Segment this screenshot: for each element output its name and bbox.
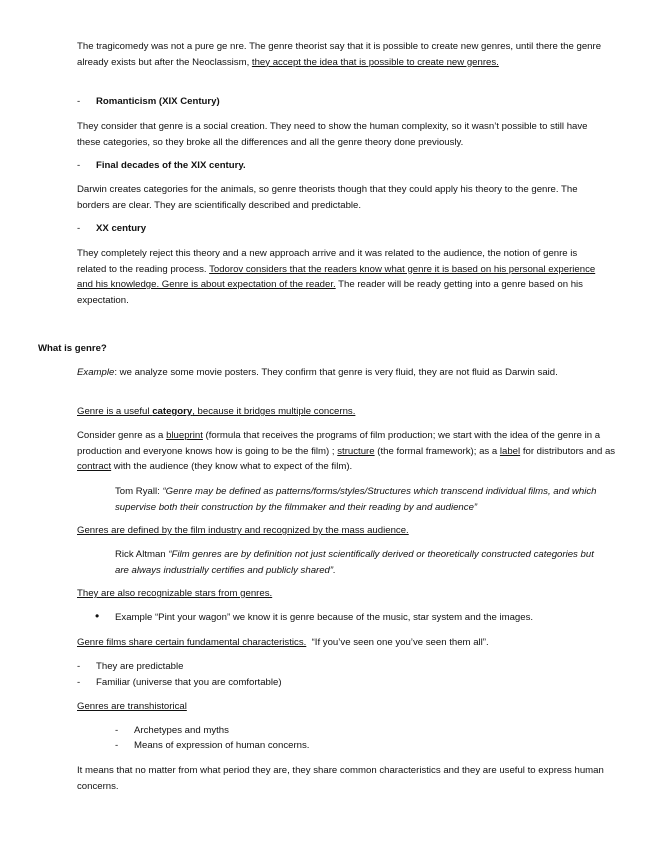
bullet-marker: • — [95, 609, 100, 623]
paragraph-text: (the formal framework); as a — [374, 445, 500, 457]
underlined-term: label — [499, 445, 521, 457]
paragraph-text: The tragicomedy was not a pure ge nre. The genre theorist say that it is possible to create new genres, until there the genre already exists but after the Neoclassism, — [77, 41, 602, 68]
underlined-text: Todorov considers that the readers know what genre it is based on his personal experience and his knowledge. Genre is about expectation of the reader. — [77, 263, 596, 290]
heading-final-decades — [77, 158, 597, 174]
quote-rick-altman — [115, 547, 605, 578]
bold-text: category — [152, 406, 193, 417]
dash-marker: - — [77, 96, 81, 107]
paragraph-defined-by-industry: Genres are defined by the film industry and recognized by the mass audience. — [77, 525, 409, 536]
heading-text: Final decades of the XIX century. — [96, 160, 246, 171]
list-item — [77, 659, 577, 675]
paragraph-example — [77, 365, 597, 381]
bullet-text: Example “Pint your wagon” we know it is genre because of the music, star system and the images. — [115, 612, 534, 623]
underlined-term: contract — [77, 461, 112, 472]
quote-text: “Film genres are by definition not just scientifically derived or theoretically constructed categories but are always industrially certifies and publicly shared”. — [115, 549, 594, 576]
paragraph-useful-category — [77, 404, 597, 420]
paragraph-fundamental-characteristics — [77, 635, 607, 651]
heading-xx-century — [77, 221, 597, 237]
underlined-text: Genre films share certain fundamental characteristics. — [77, 637, 307, 648]
list-item-text: Means of expression of human concerns. — [134, 740, 310, 751]
quote-tom-ryall — [115, 484, 615, 515]
dash-marker: - — [77, 677, 81, 688]
list-item-text: They are predictable — [96, 661, 184, 672]
bullet-item-paint-your-wagon — [95, 609, 615, 626]
underlined-text: they accept the idea that is possible to create new genres. — [251, 56, 499, 68]
paragraph-blueprint — [77, 428, 617, 475]
dash-marker: - — [77, 223, 81, 234]
paragraph-text: (formula that receives the programs of film production; we start with the idea of the genre in a production and everyone knows how is going to be the film) ; — [77, 430, 601, 457]
dash-marker: - — [115, 740, 119, 751]
paragraph-darwin: Darwin creates categories for the animals, so genre theorists though that they could apply his theory to the genre. The borders are clear. They are scientifically described and predictable. — [77, 184, 578, 211]
dash-marker: - — [77, 160, 81, 171]
paragraph-closing: It means that no matter from what period they are, they share common characteristics and they are useful to express human concerns. — [77, 765, 604, 792]
paragraph-text: Genre is a useful — [77, 406, 153, 417]
paragraph-text: : we analyze some movie posters. They confirm that genre is very fluid, they are not fluid as Darwin said. — [114, 367, 558, 378]
paragraph-social-creation: They consider that genre is a social creation. They need to show the human complexity, so it wasn’t possible to still have these categories, so they broke all the differences and all the genre theory done previously. — [77, 121, 588, 148]
paragraph-todorov — [77, 246, 609, 308]
example-label: Example — [77, 367, 115, 378]
list-item-text: Archetypes and myths — [134, 725, 229, 736]
list-item — [115, 723, 595, 739]
paragraph-text: The reader will be ready getting into a genre based on his expectation. — [77, 279, 583, 306]
list-item — [115, 738, 595, 754]
underlined-term: structure — [337, 445, 375, 457]
underlined-term: blueprint — [166, 430, 203, 441]
paragraph-transhistorical: Genres are transhistorical — [77, 701, 187, 712]
heading-text: Romanticism (XIX Century) — [96, 96, 220, 107]
paragraph-text: “If you’ve seen one you’ve seen them all”. — [306, 637, 489, 648]
quote-text: “Genre may be defined as patterns/forms/styles/Structures which transcend individual films, and which supervise both their construction by the filmmaker and their reading by and audience” — [115, 486, 597, 513]
paragraph-recognizable-stars: They are also recognizable stars from genres. — [77, 588, 273, 599]
paragraph-text: , because it bridges multiple concerns. — [192, 406, 356, 417]
list-item — [77, 675, 577, 691]
paragraph-text: for distributors and as — [520, 445, 616, 457]
dash-marker: - — [115, 725, 119, 736]
quote-author: Rick Altman — [115, 549, 169, 560]
paragraph-text: They completely reject this theory and a new approach arrive and it was related to the audience, the notion of genre is related to the reading process. — [77, 248, 578, 275]
quote-author: Tom Ryall: — [115, 486, 163, 497]
section-heading-what-is-genre: What is genre? — [38, 343, 107, 354]
heading-romanticism — [77, 94, 597, 110]
heading-text: XX century — [96, 223, 147, 234]
dash-marker: - — [77, 661, 81, 672]
paragraph-text: Consider genre as a — [77, 430, 167, 441]
paragraph-tragicomedy — [77, 39, 602, 70]
list-item-text: Familiar (universe that you are comfortable) — [96, 677, 282, 688]
paragraph-text: with the audience (they know what to expect of the film). — [111, 461, 353, 472]
